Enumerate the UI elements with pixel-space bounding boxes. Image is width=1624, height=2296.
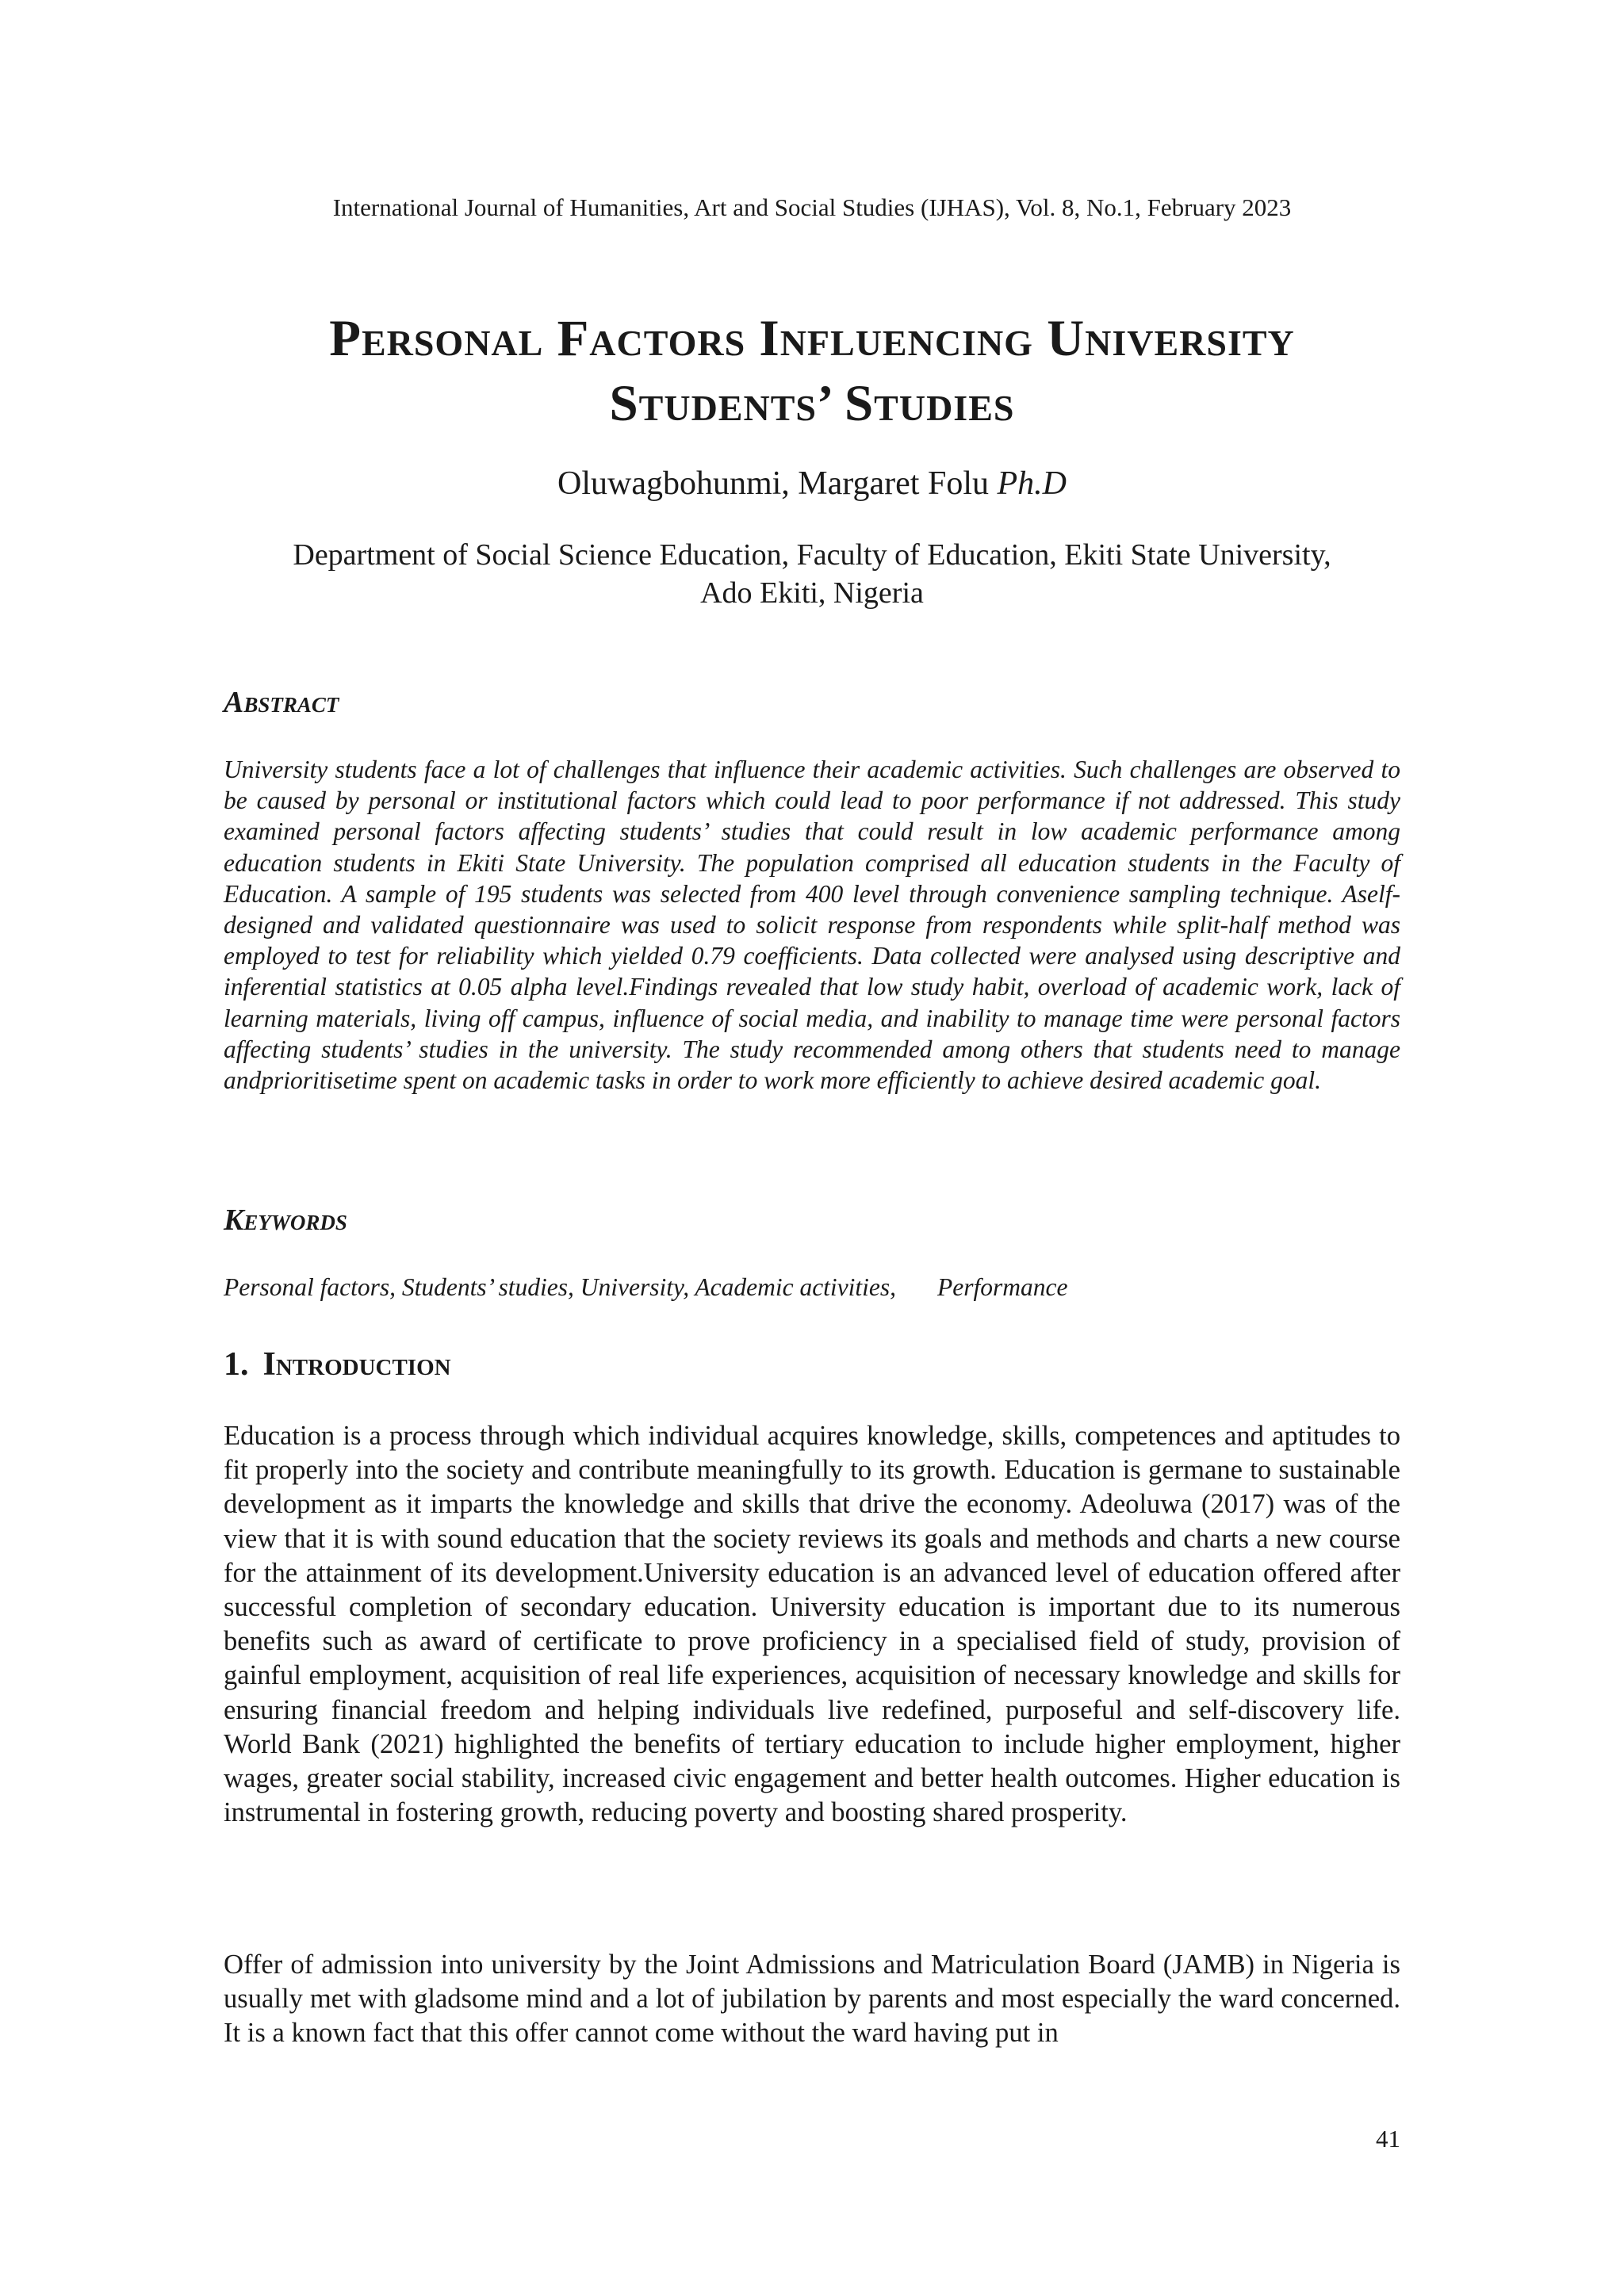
paper-title xyxy=(0,306,1624,436)
introduction-paragraph-1: Education is a process through which individual acquires knowledge, skills, competences and aptitudes to fit properly into the society and contribute meaningfully to its growth. Education is germane to sustainable development as it imparts the knowledge and skills that drive the economy. Adeoluwa (2017) was of the view that it is with sound education that the society reviews its goals and methods and charts a new course for the attainment of its development.University education is an advanced level of education offered after successful completion of secondary education. University education is important due to its numerous benefits such as award of certificate to prove proficiency in a specialised field of study, provision of gainful employment, acquisition of real life experiences, acquisition of necessary knowledge and skills for ensuring financial freedom and helping individuals live redefined, purposeful and self-discovery life. World Bank (2021) highlighted the benefits of tertiary education to include higher employment, higher wages, greater social stability, increased civic engagement and better health outcomes. Higher education is instrumental in fostering growth, reducing poverty and boosting shared prosperity. xyxy=(224,1421,1400,1828)
affiliation-line-1: Department of Social Science Education, Faculty of Education, Ekiti State University, xyxy=(293,538,1331,572)
abstract-text: University students face a lot of challenges that influence their academic activities. Such challenges are observed to be caused by personal or institutional factors which could lead to poor performance if not addressed. This study examined personal factors affecting students’ studies that could result in low academic performance among education students in Ekiti State University. The population comprised all education students in the Faculty of Education. A sample of 195 students was selected from 400 level through convenience sampling technique. Aself-designed and validated questionnaire was used to solicit response from respondents while split-half method was employed to test for reliability which yielded 0.79 coefficients. Data collected were analysed using descriptive and inferential statistics at 0.05 alpha level.Findings revealed that low study habit, overload of academic work, lack of learning materials, living off campus, influence of social media, and inability to manage time were personal factors affecting students’ studies in the university. The study recommended among others that students need to manage andprioritisetime spent on academic tasks in order to work more efficiently to achieve desired academic goal. xyxy=(224,756,1400,1095)
introduction-paragraph-2: Offer of admission into university by the Joint Admissions and Matriculation Board (JAMB) in Nigeria is usually met with gladsome mind and a lot of jubilation by parents and most especially the ward concerned. It is a known fact that this offer cannot come without the ward having put in xyxy=(224,1950,1400,2049)
journal-running-header: International Journal of Humanities, Art and Social Studies (IJHAS), Vol. 8, No.1, February 2023 xyxy=(332,193,1292,221)
keywords-list xyxy=(224,1273,1400,1302)
introduction-heading xyxy=(224,1345,1400,1383)
author-affiliation xyxy=(0,536,1624,612)
keywords-text: Personal factors, Students’ studies, University, Academic activities, xyxy=(224,1273,897,1301)
author-line xyxy=(0,465,1624,503)
keyword-last: Performance xyxy=(937,1273,1068,1301)
keywords-heading: Keywords xyxy=(224,1203,347,1237)
section-number: 1. xyxy=(224,1346,249,1383)
paper-title-line-2: Students’ Studies xyxy=(609,375,1015,432)
author-degree: Ph.D xyxy=(997,465,1067,502)
author-name: Oluwagbohunmi, Margaret Folu xyxy=(557,465,998,502)
paper-title-line-1: Personal Factors Influencing University xyxy=(329,310,1295,367)
affiliation-line-2: Ado Ekiti, Nigeria xyxy=(700,576,924,610)
page-number: 41 xyxy=(1376,2125,1400,2152)
abstract-heading: Abstract xyxy=(224,686,339,719)
section-title: Introduction xyxy=(262,1346,451,1383)
